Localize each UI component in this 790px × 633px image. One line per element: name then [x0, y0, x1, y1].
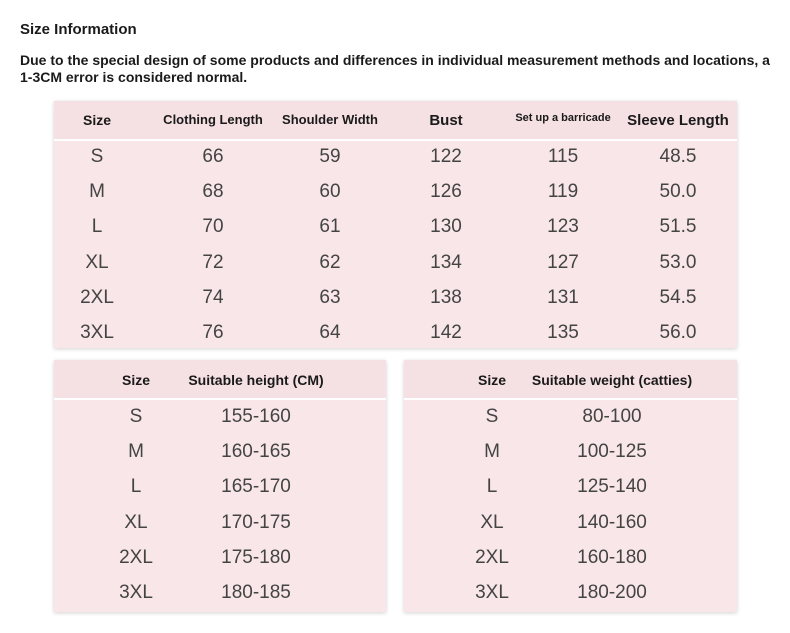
size-label: XL	[85, 251, 109, 273]
column-header: Shoulder Width	[282, 112, 378, 127]
size-label: L	[91, 216, 103, 238]
column-header: Set up a barricade	[515, 112, 611, 124]
table-cell: 80-100	[582, 406, 642, 427]
table-cell: 66	[202, 146, 224, 167]
table-cell: 180-200	[577, 582, 647, 603]
table-cell: 48.5	[659, 146, 697, 167]
column-header: Size	[121, 372, 151, 388]
column-header: Clothing Length	[163, 112, 263, 127]
size-label: 3XL	[80, 322, 114, 343]
table-cell: 122	[430, 146, 462, 167]
column-header: Suitable weight (catties)	[531, 372, 693, 388]
table-cell: 135	[547, 322, 579, 343]
table-cell: 180-185	[221, 582, 291, 603]
table-cell: 127	[547, 251, 579, 273]
page-title: Size Information	[20, 21, 137, 38]
table-cell: 59	[319, 146, 341, 167]
size-label: S	[129, 406, 143, 427]
table-cell: 160-180	[577, 546, 647, 568]
table-cell: 138	[430, 286, 462, 308]
size-label: M	[128, 441, 144, 463]
table-cell: 62	[319, 251, 341, 273]
table-cell: 100-125	[577, 441, 647, 463]
size-label: 2XL	[80, 286, 114, 308]
size-label: XL	[124, 511, 148, 533]
table-cell: 51.5	[659, 216, 697, 238]
table-cell: 53.0	[659, 251, 697, 273]
suitable-weight-table	[404, 360, 737, 612]
table-cell: 56.0	[659, 322, 697, 343]
size-label: L	[486, 476, 498, 498]
table-cell: 140-160	[577, 511, 647, 533]
column-header: Size	[477, 372, 507, 388]
column-header: Sleeve Length	[627, 112, 729, 129]
column-header: Size	[82, 112, 112, 128]
table-cell: 70	[202, 216, 224, 238]
table-cell: 64	[319, 322, 341, 343]
table-cell: 165-170	[221, 476, 291, 498]
table-cell: 68	[202, 181, 224, 203]
table-cell: 123	[547, 216, 579, 238]
table-cell: 170-175	[221, 511, 291, 533]
table-cell: 131	[547, 286, 579, 308]
table-cell: 119	[547, 181, 579, 203]
size-label: 3XL	[119, 582, 153, 603]
table-cell: 115	[547, 146, 579, 167]
table-cell: 72	[202, 251, 224, 273]
table-cell: 74	[202, 286, 224, 308]
table-cell: 130	[430, 216, 462, 238]
measurement-note: Due to the special design of some products and differences in individual measurement methods and locations, a 1-3CM error is considered normal.	[20, 52, 770, 85]
size-label: 3XL	[475, 582, 509, 603]
table-cell: 142	[430, 322, 462, 343]
table-cell: 76	[202, 322, 224, 343]
table-cell: 125-140	[577, 476, 647, 498]
size-label: L	[130, 476, 142, 498]
suitable-height-table	[54, 360, 386, 612]
size-label: M	[484, 441, 500, 463]
table-cell: 54.5	[659, 286, 697, 308]
column-header: Suitable height (CM)	[188, 372, 324, 388]
table-cell: 134	[430, 251, 462, 273]
table-cell: 61	[319, 216, 341, 238]
table-cell: 60	[319, 181, 341, 203]
size-label: XL	[480, 511, 504, 533]
size-label: 2XL	[475, 546, 509, 568]
size-label: 2XL	[119, 546, 153, 568]
size-label: S	[90, 146, 104, 167]
table-cell: 63	[319, 286, 341, 308]
table-cell: 175-180	[221, 546, 291, 568]
size-label: S	[485, 406, 499, 427]
table-cell: 126	[430, 181, 462, 203]
column-header: Bust	[429, 112, 463, 129]
size-label: M	[89, 181, 105, 203]
table-cell: 160-165	[221, 441, 291, 463]
table-cell: 50.0	[659, 181, 697, 203]
size-measurement-table	[54, 101, 737, 348]
table-cell: 155-160	[221, 406, 291, 427]
